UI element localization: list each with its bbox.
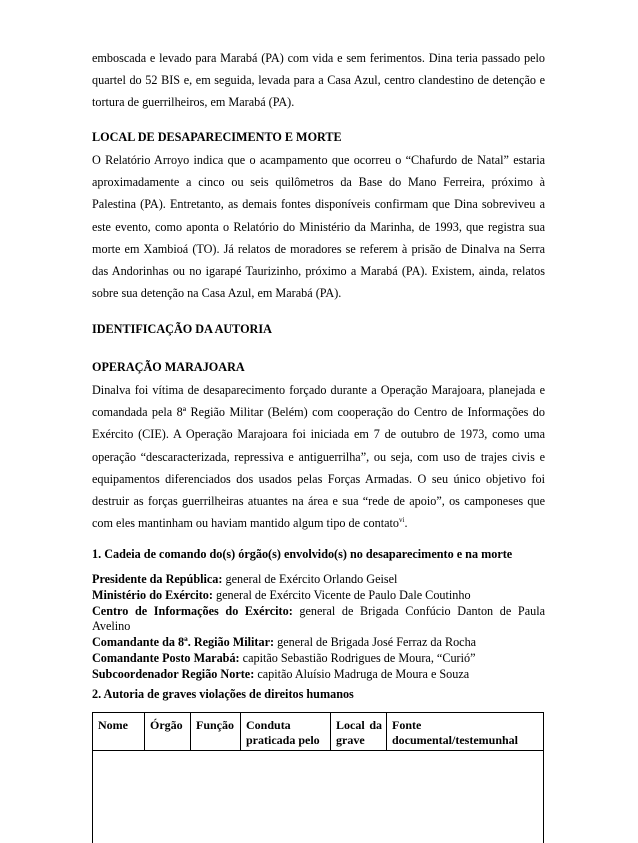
heading-local-desaparecimento: LOCAL DE DESAPARECIMENTO E MORTE (92, 129, 342, 145)
col-header-nome: Nome (93, 713, 145, 751)
col-header-fonte: Fonte documental/testemunhal (387, 713, 544, 751)
chain-label: Presidente da República: (92, 572, 222, 586)
chain-label: Subcoordenador Região Norte: (92, 667, 254, 681)
footnote-marker: vi (399, 516, 404, 524)
col-header-local: Local da grave (331, 713, 387, 751)
table-body-spacer (93, 751, 544, 843)
chain-item-cie (92, 604, 545, 636)
heading-autoria-violacoes: 2. Autoria de graves violações de direitos humanos (92, 686, 354, 702)
chain-label: Centro de Informações do Exército: (92, 604, 293, 618)
chain-value: capitão Sebastião Rodrigues de Moura, “Curió” (240, 651, 476, 665)
heading-cadeia-comando: 1. Cadeia de comando do(s) órgão(s) envolvido(s) no desaparecimento e na morte (92, 546, 512, 562)
paragraph-operacao-end: . (404, 516, 407, 530)
chain-value: general de Exército Vicente de Paulo Dale Coutinho (213, 588, 471, 602)
col-header-funcao: Função (191, 713, 241, 751)
col-header-conduta: Conduta praticada pelo (241, 713, 331, 751)
autoria-table (92, 712, 544, 843)
paragraph-local: O Relatório Arroyo indica que o acampamento que ocorreu o “Chafurdo de Natal” estaria aproximadamente a cinco ou seis quilômetros da Base do Mano Ferreira, próximo à Palestina (PA). Entretanto, as demais fontes disponíveis confirmam que Dina sobreviveu a este evento, como aponta o Relatório do Ministério da Marinha, de 1993, que registra sua morte em Xambioá (TO). Já relatos de moradores se referem à prisão de Dinalva na Serra das Andorinhas ou no igarapé Taurizinho, próximo a Marabá (PA). Existem, ainda, relatos sobre sua detenção na Casa Azul, em Marabá (PA). (92, 149, 545, 304)
chain-value: general de Brigada José Ferraz da Rocha (274, 635, 476, 649)
chain-item-subcoordenador (92, 667, 545, 683)
chain-item-ministerio (92, 588, 545, 604)
paragraph-operacao-text: Dinalva foi vítima de desaparecimento forçado durante a Operação Marajoara, planejada e comandada pela 8ª Região Militar (Belém) com cooperação do Centro de Informações do Exército (CIE). A Operação Marajoara foi iniciada em 7 de outubro de 1973, como uma operação “descaracterizada, repressiva e antiguerrilha”, ou seja, com uso de trajes civis e equipamentos diferenciados dos usados pelas Forças Armadas. O seu único objetivo foi destruir as forças guerrilheiras atuantes na área e sua “rede de apoio”, os camponeses que com eles mantinham ou haviam mantido algum tipo de contato (92, 383, 545, 530)
col-header-orgao: Órgão (145, 713, 191, 751)
command-chain-list (92, 572, 545, 683)
table-header-row (93, 713, 544, 751)
chain-value: capitão Aluísio Madruga de Moura e Souza (254, 667, 469, 681)
chain-item-posto-maraba (92, 651, 545, 667)
chain-label: Ministério do Exército: (92, 588, 213, 602)
heading-identificacao-autoria: IDENTIFICAÇÃO DA AUTORIA (92, 321, 272, 337)
chain-label: Comandante da 8ª. Região Militar: (92, 635, 274, 649)
chain-item-presidente (92, 572, 545, 588)
chain-label: Comandante Posto Marabá: (92, 651, 240, 665)
heading-operacao-marajoara: OPERAÇÃO MARAJOARA (92, 359, 245, 375)
chain-value: general de Brigada Confúcio Danton de Paula Avelino (92, 604, 545, 634)
paragraph-operacao (92, 379, 545, 534)
paragraph-capture: emboscada e levado para Marabá (PA) com vida e sem ferimentos. Dina teria passado pelo quartel do 52 BIS e, em seguida, levada para a Casa Azul, centro clandestino de detenção e tortura de guerrilheiros, em Marabá (PA). (92, 47, 545, 114)
chain-item-regiao-militar (92, 635, 545, 651)
chain-value: general de Exército Orlando Geisel (222, 572, 397, 586)
table-continuation (93, 751, 544, 843)
